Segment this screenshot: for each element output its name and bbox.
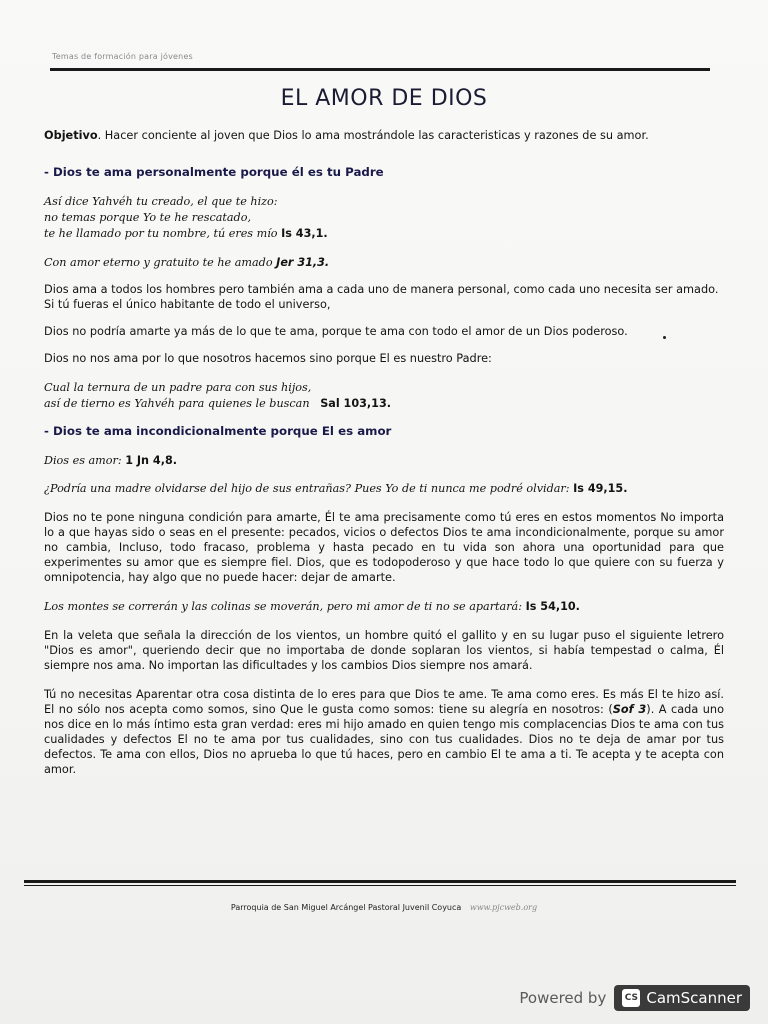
quote-reference: 1 Jn 4,8. <box>125 454 177 467</box>
section-heading-unconditional: - Dios te ama incondicionalmente porque El es amor <box>44 424 392 438</box>
document-body <box>44 128 724 777</box>
paragraph <box>44 687 724 777</box>
section-heading-personal: - Dios te ama personalmente porque él es tu Padre <box>44 165 384 179</box>
camscanner-logo-icon: CS <box>622 989 640 1007</box>
camscanner-badge <box>614 985 750 1011</box>
stray-dot <box>663 336 666 339</box>
objective-paragraph <box>44 128 724 143</box>
quote-isaiah-49 <box>44 481 724 496</box>
footer-text: Parroquia de San Miguel Arcángel Pastoral Juvenil Coyuca <box>230 903 462 912</box>
paragraph: Dios no te pone ninguna condición para amarte, Él te ama precisamente como tú eres en estos momentos No importa lo a que hayas sido o seas en el presente: pecados, vicios o defectos Dios te ama incondicionalmente, porque su amor no cambia, Incluso, todo fracaso, problema y hasta pecado en tu vida son ahora una oportunidad para que experimentes su amor que es siempre fiel. Dios, que es todopoderoso y que hace todo lo que quiere con su fuerza y omnipotencia, hay algo que no puede hacer: dejar de amarte. <box>44 511 724 584</box>
quote-line: Cual la ternura de un padre para con sus hijos, <box>44 381 312 394</box>
quote-reference: Sal 103,13. <box>320 397 391 410</box>
quote-reference: Jer 31,3. <box>276 256 330 269</box>
quote-text: Dios es amor: <box>44 454 122 467</box>
quote-reference: Is 49,15. <box>573 482 628 495</box>
objective-text: . Hacer conciente al joven que Dios lo ama mostrándole las caracteristicas y razones de su amor. <box>97 129 649 142</box>
quote-line: Así dice Yahvéh tu creado, el que te hizo: <box>44 195 278 208</box>
camscanner-brand: CamScanner <box>646 989 742 1007</box>
quote-text: ¿Podría una madre olvidarse del hijo de sus entrañas? Pues Yo de ti nunca me podré olvidar: <box>44 482 570 495</box>
quote-line: no temas porque Yo te he rescatado, <box>44 211 252 224</box>
paragraph: Dios no nos ama por lo que nosotros hacemos sino porque El es nuestro Padre: <box>44 352 492 365</box>
page-title: EL AMOR DE DIOS <box>280 86 488 111</box>
quote-reference: Is 43,1. <box>281 227 328 240</box>
quote-line: te he llamado por tu nombre, tú eres mío <box>44 227 278 240</box>
quote-reference: Is 54,10. <box>525 600 580 613</box>
paragraph-text: ). A cada uno nos dice en lo más íntimo esta gran verdad: eres mi hijo amado en quien tengo mis complacencias Dios te ama con tus cualidades y defectos El no te ama por tus cualidades, sino con tus cualidades. Dios no te deja de amar por tus defectos. Te ama con ellos, Dios no aprueba lo que tú haces, pero en cambio El te ama a ti. Te acepta y te acepta con amor. <box>44 703 724 776</box>
powered-by-label: Powered by <box>519 989 607 1007</box>
quote-jeremiah-31 <box>44 255 724 270</box>
camscanner-watermark <box>519 982 750 1014</box>
paragraph: Dios no podría amarte ya más de lo que te ama, porque te ama con todo el amor de un Dios poderoso. <box>44 325 628 338</box>
quote-1-john-4 <box>44 453 724 468</box>
quote-psalm-103 <box>44 380 724 412</box>
top-rule <box>50 68 710 71</box>
quote-isaiah-43 <box>44 194 724 242</box>
header-note: Temas de formación para jóvenes <box>52 52 193 61</box>
paragraph: Dios ama a todos los hombres pero también ama a cada uno de manera personal, como cada uno necesita ser amado. Si tú fueras el único habitante de todo el universo, <box>44 283 719 311</box>
quote-text: Con amor eterno y gratuito te he amado <box>44 256 273 269</box>
objective-label: Objetivo <box>44 129 98 142</box>
reference-sof: Sof 3 <box>612 703 647 716</box>
bottom-rule <box>24 880 736 886</box>
paragraph: En la veleta que señala la dirección de los vientos, un hombre quitó el gallito y en su lugar puso el siguiente letrero "Dios es amor", queriendo decir que no importaba de donde soplaran los vientos, si había tempestad o calma, Él siempre nos ama. No importan las dificultades y los cambios Dios siempre nos amará. <box>44 629 724 672</box>
page-footer <box>0 903 768 912</box>
paragraph-text: Tú no necesitas Aparentar otra cosa distinta de lo eres para que Dios te ame. Te ama como eres. Es más El te hizo así. El no sólo nos acepta como somos, sino Que le gusta como somos: tiene su alegría en nosotros: ( <box>44 688 724 716</box>
quote-text: Los montes se correrán y las colinas se moverán, pero mi amor de ti no se apartará: <box>44 600 522 613</box>
quote-isaiah-54 <box>44 599 724 614</box>
footer-site: www.pjcweb.org <box>469 903 538 912</box>
quote-line: así de tierno es Yahvéh para quienes le buscan <box>44 397 310 410</box>
